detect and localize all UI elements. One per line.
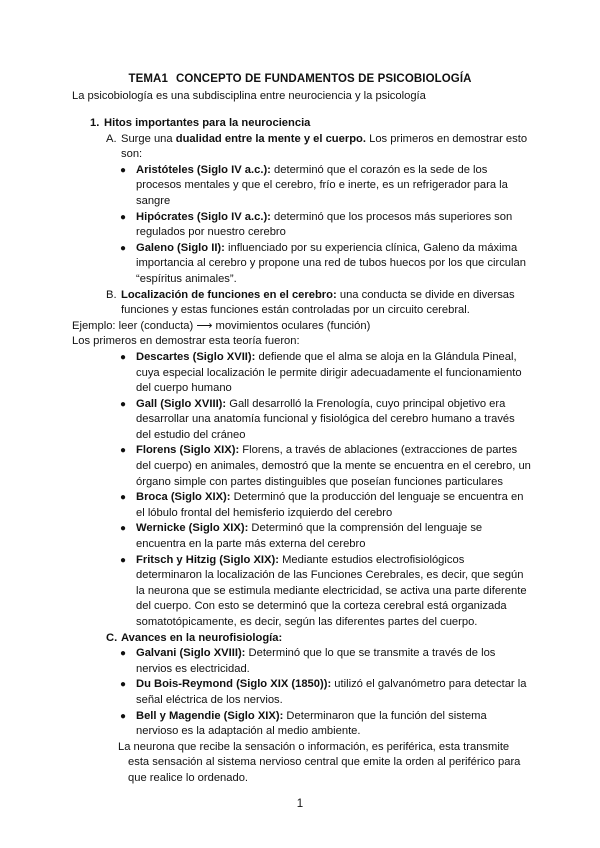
item-text: defiende que el alma se aloja en la Glándula Pineal, cuya especial localización le permite dirigir adecuadamente el funcionamiento del cuerpo humano: [136, 350, 522, 395]
intro-text: La psicobiología es una subdisciplina entre neurociencia y la psicología: [72, 90, 426, 102]
list-item: [120, 677, 532, 708]
bullet-icon: ●: [120, 398, 127, 410]
bullet-icon: ●: [120, 445, 127, 457]
section-heading: [90, 116, 532, 132]
item-text: determinó que el corazón es la sede de los procesos mentales y que el cerebro, frío e inerte, es un refrigerador para la sangre: [136, 163, 508, 207]
bullet-icon: ●: [120, 679, 127, 691]
bullet-icon: ●: [120, 523, 127, 535]
subsection-c: [106, 631, 532, 647]
subsection-b: [106, 288, 532, 319]
section-number: 1.: [90, 117, 100, 129]
item-name: Du Bois-Reymond (Siglo XIX (1850)):: [136, 678, 332, 691]
subsection-b-text: una conducta se divide en diversas funciones y estas funciones están controladas por un circuito cerebral.: [121, 288, 515, 317]
item-name: Descartes (Siglo XVII):: [136, 350, 256, 363]
item-text: Gall desarrolló la Frenología, cuyo principal objetivo era desarrollar una anatomía funcional y fisiológica del cerebro humano a través del estudio del cráneo: [136, 397, 515, 441]
item-text: Florens, a través de ablaciones (extracciones de partes del cuerpo) en animales, demostró que la mente se encuentra en el cerebro, un órgano simple con partes distinguibles que poseían funciones particulares: [136, 444, 531, 488]
document-body: [72, 116, 532, 787]
item-name: Galeno (Siglo II):: [136, 241, 225, 254]
item-text: determinó que los procesos más superiores son regulados por nuestro cerebro: [136, 210, 513, 239]
subsection-a-post: Los primeros en demostrar esto son:: [121, 132, 528, 161]
title-text: CONCEPTO DE FUNDAMENTOS DE PSICOBIOLOGÍA: [175, 73, 472, 85]
list-item: [120, 397, 532, 444]
subsection-b-bold: Localización de funciones en el cerebro:: [121, 288, 337, 301]
subsection-c-bold: Avances en la neurofisiología:: [121, 631, 283, 644]
page-title: [0, 72, 600, 88]
list-item: [120, 521, 532, 552]
item-text: Mediante estudios electrofisiológicos determinaron la localización de las Funciones Cerebrales, es decir, que según la neurona que se estimula mediante electricidad, se activa una parte diferente del cuerpo. Con esto se determinó que la corteza cerebral está organizada somatotópicamente, es decir, según las diferentes partes del cuerpo.: [136, 553, 527, 628]
list-item: [120, 163, 532, 210]
list-item: [120, 490, 532, 521]
item-text: Determinó que la comprensión del lenguaje se encuentra en la parte más externa del cerebro: [136, 522, 483, 551]
bullet-icon: ●: [120, 648, 127, 660]
list-item: [120, 553, 532, 631]
bullet-icon: ●: [120, 492, 127, 504]
item-text: Determinó que la producción del lenguaje se encuentra en el lóbulo frontal del hemisferio izquierdo del cerebro: [136, 491, 524, 519]
bullet-icon: ●: [120, 351, 127, 363]
bullet-icon: ●: [120, 710, 127, 722]
subsection-a: [106, 132, 532, 163]
closing-text: La neurona que recibe la sensación o información, es periférica, esta transmite esta sensación al sistema nervioso central que emite la orden al periférico para que realice lo ordenado.: [118, 740, 521, 784]
tema-label: TEMA1: [128, 73, 168, 85]
bullet-icon: ●: [120, 211, 127, 223]
list-item: [120, 241, 532, 288]
item-text: Determinaron que la función del sistema nervioso es la adaptación al medio ambiente.: [136, 709, 487, 738]
subsection-letter: B.: [106, 288, 117, 301]
item-name: Florens (Siglo XIX):: [136, 444, 240, 457]
page-number: 1: [296, 798, 304, 810]
list-item: [120, 709, 532, 740]
lead-line: Los primeros en demostrar esta teoría fueron:: [72, 335, 300, 348]
bullet-icon: ●: [120, 554, 127, 566]
subsection-letter: C.: [106, 631, 118, 644]
item-name: Fritsch y Hitzig (Siglo XIX):: [136, 553, 279, 566]
item-name: Wernicke (Siglo XIX):: [136, 522, 249, 535]
list-item: [120, 646, 532, 677]
item-name: Bell y Magendie (Siglo XIX):: [136, 709, 284, 722]
closing-paragraph: [118, 740, 532, 787]
subsection-a-pre: Surge una: [121, 132, 176, 145]
item-text: utilizó el galvanómetro para detectar la señal eléctrica de los nervios.: [136, 678, 527, 706]
item-text: Determinó que lo que se transmite a través de los nervios es electricidad.: [136, 647, 496, 675]
list-item: [120, 443, 532, 490]
bullet-icon: ●: [120, 242, 127, 254]
subsection-a-bold: dualidad entre la mente y el cuerpo.: [175, 132, 366, 145]
section-title: Hitos importantes para la neurociencia: [104, 117, 311, 129]
example-line: Ejemplo: leer (conducta) ⟶ movimientos oculares (función): [72, 319, 371, 332]
item-name: Galvani (Siglo XVIII):: [136, 647, 246, 660]
item-name: Gall (Siglo XVIII):: [136, 397, 227, 410]
item-name: Hipócrates (Siglo IV a.c.):: [136, 210, 271, 223]
item-text: influenciado por su experiencia clínica, Galeno da máxima importancia al cerebro y propone una red de tubos huecos por los que circulan “espíritus animales”.: [136, 241, 526, 285]
item-name: Broca (Siglo XIX):: [136, 491, 231, 504]
list-item: [120, 350, 532, 397]
list-item: [120, 210, 532, 241]
subsection-letter: A.: [106, 132, 117, 145]
bullet-icon: ●: [120, 164, 127, 176]
item-name: Aristóteles (Siglo IV a.c.):: [136, 163, 271, 176]
